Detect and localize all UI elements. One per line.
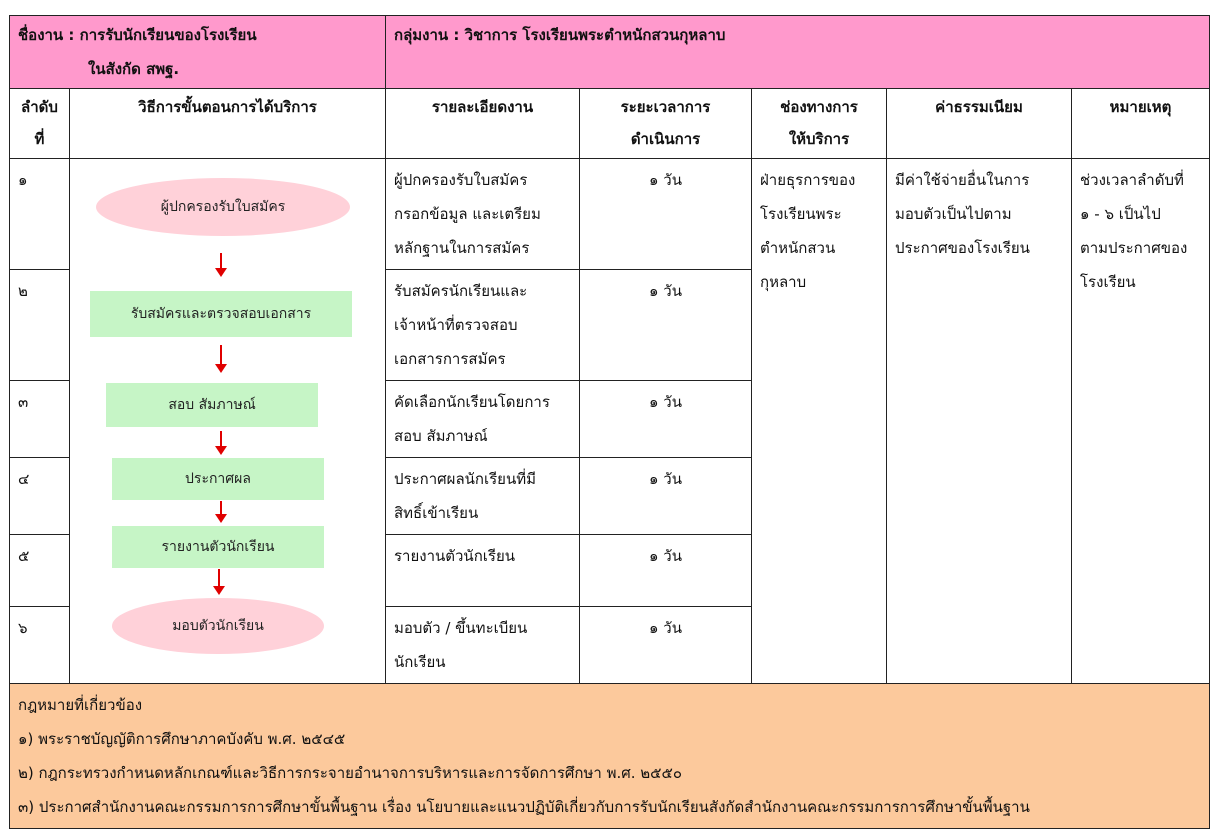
detail-cell: มอบตัว / ขึ้นทะเบียน นักเรียน xyxy=(386,607,580,684)
flow-step-5: รายงานตัวนักเรียน xyxy=(112,526,324,568)
col-remark: หมายเหตุ xyxy=(1072,89,1210,159)
col-seq: ลำดับ ที่ xyxy=(10,89,70,159)
legal-item: ๒) กฎกระทรวงกำหนดหลักเกณฑ์และวิธีการกระจายอำนาจการบริหารและการจัดการศึกษา พ.ศ. ๒๕๕๐ xyxy=(18,764,683,782)
legal-item: ๑) พระราชบัญญัติการศึกษาภาคบังคับ พ.ศ. ๒๕๔๕ xyxy=(18,730,346,748)
flow-arrow-5 xyxy=(218,569,220,593)
detail-cell: รายงานตัวนักเรียน xyxy=(386,535,580,607)
title-row xyxy=(10,16,1210,89)
flow-step-1: ผู้ปกครองรับใบสมัคร xyxy=(96,178,350,236)
legal-row xyxy=(10,684,1210,829)
detail-cell: ผู้ปกครองรับใบสมัคร กรอกข้อมูล และเตรียม หลักฐานในการสมัคร xyxy=(386,159,580,270)
flow-step-4: ประกาศผล xyxy=(112,458,324,500)
flow-arrow-2 xyxy=(220,345,222,371)
column-header-row xyxy=(10,89,1210,159)
col-procedure: วิธีการขั้นตอนการได้บริการ xyxy=(70,89,386,159)
legal-item: ๓) ประกาศสำนักงานคณะกรรมการการศึกษาขั้นพื้นฐาน เรื่อง นโยบายและแนวปฏิบัติเกี่ยวกับการรับนักเรียนสังกัดสำนักงานคณะกรรมการการศึกษาขั้นพื้นฐาน xyxy=(18,798,1030,816)
seq-cell: ๒ xyxy=(10,270,70,381)
col-duration: ระยะเวลาการ ดำเนินการ xyxy=(580,89,752,159)
flow-step-3: สอบ สัมภาษณ์ xyxy=(106,383,318,427)
flowchart-cell xyxy=(70,159,386,684)
seq-cell: ๕ xyxy=(10,535,70,607)
detail-cell: ประกาศผลนักเรียนที่มี สิทธิ์เข้าเรียน xyxy=(386,458,580,535)
flow-arrow-1 xyxy=(220,253,222,275)
work-name-line1: ชื่องาน : การรับนักเรียนของโรงเรียน xyxy=(18,26,257,44)
detail-cell: คัดเลือกนักเรียนโดยการ สอบ สัมภาษณ์ xyxy=(386,381,580,458)
work-name-cell xyxy=(10,16,386,89)
seq-cell: ๑ xyxy=(10,159,70,270)
work-group-cell xyxy=(386,16,1210,89)
flow-arrow-4 xyxy=(220,501,222,521)
channel-cell: ฝ่ายธุรการของ โรงเรียนพระ ตำหนักสวน กุหลาบ xyxy=(752,159,887,684)
flow-arrow-3 xyxy=(220,431,222,453)
legal-cell xyxy=(10,684,1210,829)
seq-cell: ๓ xyxy=(10,381,70,458)
seq-cell: ๔ xyxy=(10,458,70,535)
duration-cell: ๑ วัน xyxy=(580,270,752,381)
legal-title: กฎหมายที่เกี่ยวข้อง xyxy=(18,696,143,714)
col-fee: ค่าธรรมเนียม xyxy=(887,89,1072,159)
col-channel: ช่องทางการ ให้บริการ xyxy=(752,89,887,159)
table-row xyxy=(10,159,1210,270)
duration-cell: ๑ วัน xyxy=(580,159,752,270)
duration-cell: ๑ วัน xyxy=(580,535,752,607)
remark-cell: ช่วงเวลาลำดับที่ ๑ - ๖ เป็นไป ตามประกาศของ โรงเรียน xyxy=(1072,159,1210,684)
work-group: กลุ่มงาน : วิชาการ โรงเรียนพระตำหนักสวนกุหลาบ xyxy=(394,26,726,44)
work-name-line2: ในสังกัด สพฐ. xyxy=(88,60,180,78)
flow-step-2: รับสมัครและตรวจสอบเอกสาร xyxy=(90,291,352,337)
flow-step-6: มอบตัวนักเรียน xyxy=(112,598,324,654)
duration-cell: ๑ วัน xyxy=(580,458,752,535)
detail-cell: รับสมัครนักเรียนและ เจ้าหน้าที่ตรวจสอบ เอกสารการสมัคร xyxy=(386,270,580,381)
col-detail: รายละเอียดงาน xyxy=(386,89,580,159)
fee-cell: มีค่าใช้จ่ายอื่นในการ มอบตัวเป็นไปตาม ประกาศของโรงเรียน xyxy=(887,159,1072,684)
service-table-page xyxy=(9,15,1209,816)
duration-cell: ๑ วัน xyxy=(580,381,752,458)
seq-cell: ๖ xyxy=(10,607,70,684)
service-table xyxy=(9,15,1210,829)
duration-cell: ๑ วัน xyxy=(580,607,752,684)
